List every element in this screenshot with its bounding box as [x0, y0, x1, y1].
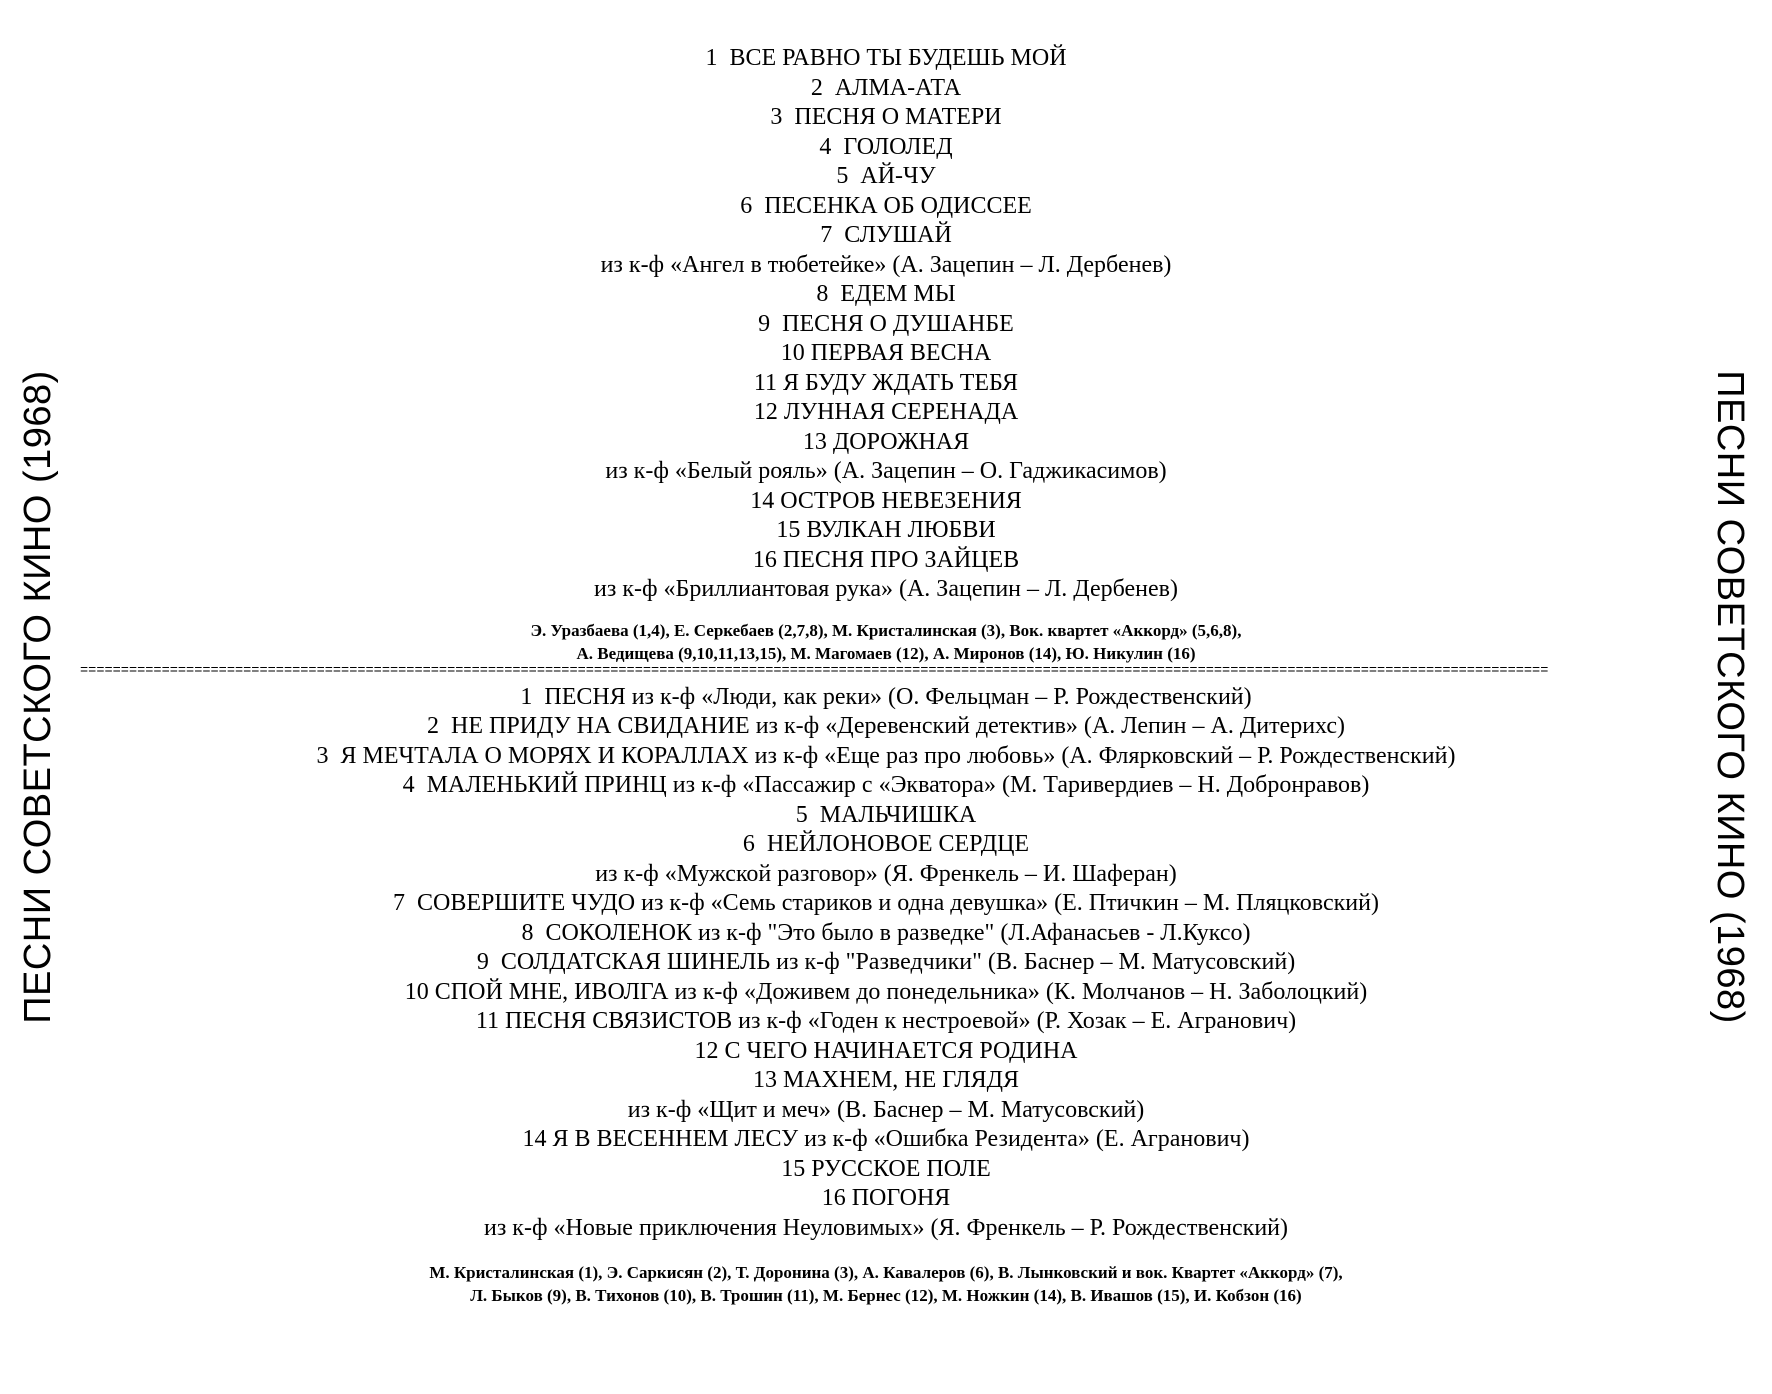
left-spine-title: ПЕСНИ СОВЕТСКОГО КИНО (1968) — [17, 370, 60, 1024]
side-a-track-line: 7 СЛУШАЙ — [820, 222, 952, 248]
side-b-track-line: 3 Я МЕЧТАЛА О МОРЯХ И КОРАЛЛАХ из к-ф «Еще раз про любовь» (А. Флярковский – Р. Рождественский) — [316, 742, 1456, 769]
side-a-track-line: 1 ВСЕ РАВНО ТЫ БУДЕШЬ МОЙ — [705, 45, 1067, 71]
side-b-track-line: 9 СОЛДАТСКАЯ ШИНЕЛЬ из к-ф "Разведчики" (В. Баснер – М. Матусовский) — [476, 949, 1296, 975]
side-b-track-line: 5 МАЛЬЧИШКА — [795, 801, 977, 828]
side-a-track-line: 4 ГОЛОЛЕД — [819, 133, 953, 160]
side-a-track-line: 15 ВУЛКАН ЛЮБВИ — [776, 517, 996, 543]
side-b-track-line: 6 НЕЙЛОНОВОЕ СЕРДЦЕ — [742, 831, 1030, 857]
side-b-credits — [80, 1261, 1692, 1307]
side-a-track-line: 5 АЙ-ЧУ — [836, 163, 936, 189]
side-a-credits — [80, 619, 1692, 665]
side-a-track-line: 12 ЛУННАЯ СЕРЕНАДА — [753, 399, 1019, 425]
side-b-track-line: 10 СПОЙ МНЕ, ИВОЛГА из к-ф «Доживем до понедельника» (К. Молчанов – Н. Заболоцкий) — [404, 978, 1368, 1005]
side-b-track-line: из к-ф «Мужской разговор» (Я. Френкель – И. Шаферан) — [595, 860, 1177, 887]
side-b-track-line: 4 МАЛЕНЬКИЙ ПРИНЦ из к-ф «Пассажир с «Экватора» (М. Таривердиев – Н. Добронравов) — [402, 772, 1370, 798]
side-a-track-list — [80, 44, 1692, 605]
side-b-track-line: 15 РУССКОЕ ПОЛЕ — [781, 1155, 991, 1182]
side-a-track-line: 14 ОСТРОВ НЕВЕЗЕНИЯ — [750, 487, 1022, 514]
side-b-track-line: 8 СОКОЛЕНОК из к-ф "Это было в разведке" (Л.Афанасьев - Л.Куксо) — [521, 919, 1251, 946]
track-listing — [80, 44, 1692, 1307]
side-a-track-line: 16 ПЕСНЯ ПРО ЗАЙЦЕВ — [752, 546, 1020, 573]
side-b-track-line: 13 МАХНЕМ, НЕ ГЛЯДЯ — [752, 1067, 1020, 1093]
side-b-track-line: 12 С ЧЕГО НАЧИНАЕТСЯ РОДИНА — [694, 1037, 1078, 1064]
side-a-track-line: 10 ПЕРВАЯ ВЕСНА — [780, 340, 992, 366]
side-a-credits-line: Э. Уразбаева (1,4), Е. Серкебаев (2,7,8), М. Кристалинская (3), Вок. квартет «Аккорд» (5,6,8), — [530, 620, 1242, 640]
side-b-track-line: 16 ПОГОНЯ — [821, 1185, 951, 1211]
side-divider: ==================================================================================================================================================================================== — [80, 664, 1549, 679]
side-b-track-line: из к-ф «Щит и меч» (В. Баснер – М. Матусовский) — [627, 1096, 1145, 1123]
side-b-track-line: 2 НЕ ПРИДУ НА СВИДАНИЕ из к-ф «Деревенский детектив» (А. Лепин – А. Дитерихс) — [427, 713, 1345, 739]
side-b-track-line: 14 Я В ВЕСЕННЕМ ЛЕСУ из к-ф «Ошибка Резидента» (Е. Агранович) — [522, 1126, 1250, 1152]
side-a-track-line: 2 АЛМА-АТА — [810, 74, 962, 101]
side-a-track-line: 6 ПЕСЕНКА ОБ ОДИССЕЕ — [740, 192, 1032, 219]
side-b-track-line: 11 ПЕСНЯ СВЯЗИСТОВ из к-ф «Годен к нестроевой» (Р. Хозак – Е. Агранович) — [475, 1008, 1297, 1034]
left-spine — [8, 0, 68, 1394]
side-a-track-line: 9 ПЕСНЯ О ДУШАНБЕ — [758, 310, 1014, 337]
side-a-track-line: 8 ЕДЕМ МЫ — [816, 281, 956, 307]
side-a-track-line: 11 Я БУДУ ЖДАТЬ ТЕБЯ — [753, 369, 1019, 396]
side-b-track-line: 7 СОВЕРШИТЕ ЧУДО из к-ф «Семь стариков и одна девушка» (Е. Птичкин – М. Пляцковский) — [393, 890, 1379, 916]
side-b-credits-line: Л. Быков (9), В. Тихонов (10), В. Трошин (11), М. Бернес (12), М. Ножкин (14), В. Ивашов (15), И. Кобзон (16) — [470, 1286, 1302, 1305]
right-spine — [1700, 0, 1760, 1394]
side-b-credits-line: М. Кристалинская (1), Э. Саркисян (2), Т. Доронина (3), А. Кавалеров (6), В. Лынковский и вок. Квартет «Аккорд» (7), — [429, 1263, 1343, 1282]
right-spine-title: ПЕСНИ СОВЕТСКОГО КИНО (1968) — [1709, 370, 1752, 1024]
side-b-track-list — [80, 683, 1692, 1244]
side-a-track-line: из к-ф «Ангел в тюбетейке» (А. Зацепин – Л. Дербенев) — [600, 251, 1172, 278]
side-a-track-line: из к-ф «Бриллиантовая рука» (А. Зацепин – Л. Дербенев) — [594, 576, 1178, 602]
side-b-track-line: 1 ПЕСНЯ из к-ф «Люди, как реки» (О. Фельцман – Р. Рождественский) — [520, 683, 1252, 710]
side-b-track-line: из к-ф «Новые приключения Неуловимых» (Я. Френкель – Р. Рождественский) — [483, 1214, 1288, 1241]
side-a-track-line: из к-ф «Белый рояль» (А. Зацепин – О. Гаджикасимов) — [605, 458, 1167, 484]
side-a-track-line: 13 ДОРОЖНАЯ — [802, 428, 970, 455]
side-a-track-line: 3 ПЕСНЯ О МАТЕРИ — [770, 104, 1002, 130]
side-a-credits-line: А. Ведищева (9,10,11,13,15), М. Магомаев (12), А. Миронов (14), Ю. Никулин (16) — [576, 643, 1196, 663]
